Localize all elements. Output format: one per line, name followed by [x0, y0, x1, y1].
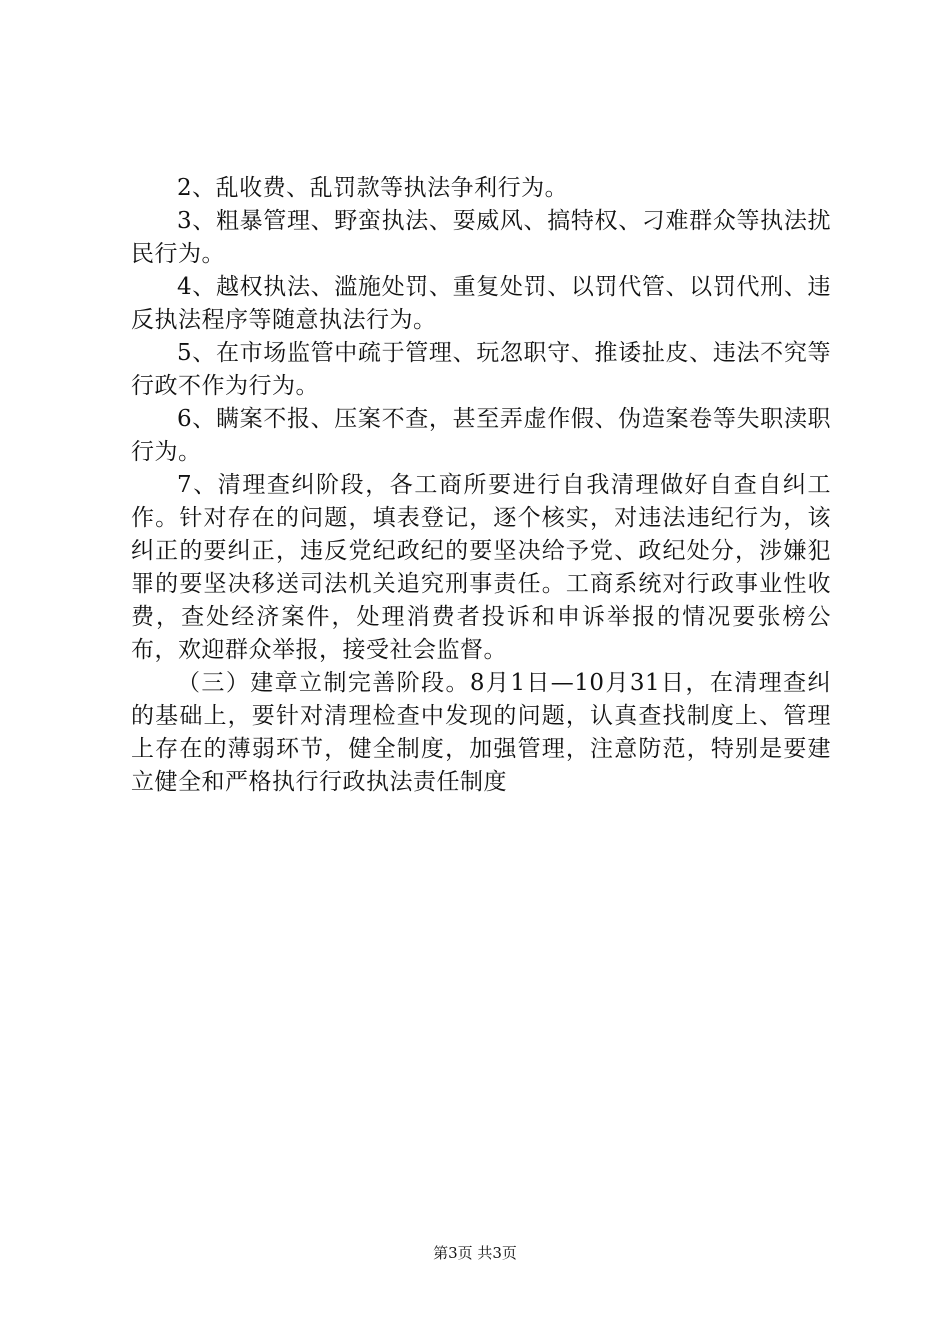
- paragraph-item-2: 2、乱收费、乱罚款等执法争利行为。: [177, 175, 569, 201]
- paragraph-item-5: 5、在市场监管中疏于管理、玩忽职守、推诿扯皮、违法不究等行政不作为行为。: [131, 340, 831, 399]
- paragraph-item-7: 7、清理查纠阶段，各工商所要进行自我清理做好自查自纠工作。针对存在的问题，填表登记，逐个核实，对违法违纪行为，该纠正的要纠正，违反党纪政纪的要坚决给予党、政纪处分，涉嫌犯罪的要坚决移送司法机关追究刑事责任。工商系统对行政事业性收费，查处经济案件，处理消费者投诉和申诉举报的情况要张榜公布，欢迎群众举报，接受社会监督。: [131, 472, 831, 663]
- paragraph-item-3: 3、粗暴管理、野蛮执法、耍威风、搞特权、刁难群众等执法扰民行为。: [131, 208, 831, 267]
- document-body: [131, 172, 831, 799]
- page-number-footer: 第3页 共3页: [433, 1244, 517, 1262]
- paragraph-item-4: 4、越权执法、滥施处罚、重复处罚、以罚代管、以罚代刑、违反执法程序等随意执法行为。: [131, 274, 831, 333]
- paragraph-item-6: 6、瞒案不报、压案不查，甚至弄虚作假、伪造案卷等失职渎职行为。: [131, 406, 831, 465]
- paragraph-section-3: （三）建章立制完善阶段。8月1日—10月31日，在清理查纠的基础上，要针对清理检查中发现的问题，认真查找制度上、管理上存在的薄弱环节，健全制度，加强管理，注意防范，特别是要建立健全和严格执行行政执法责任制度: [131, 670, 831, 795]
